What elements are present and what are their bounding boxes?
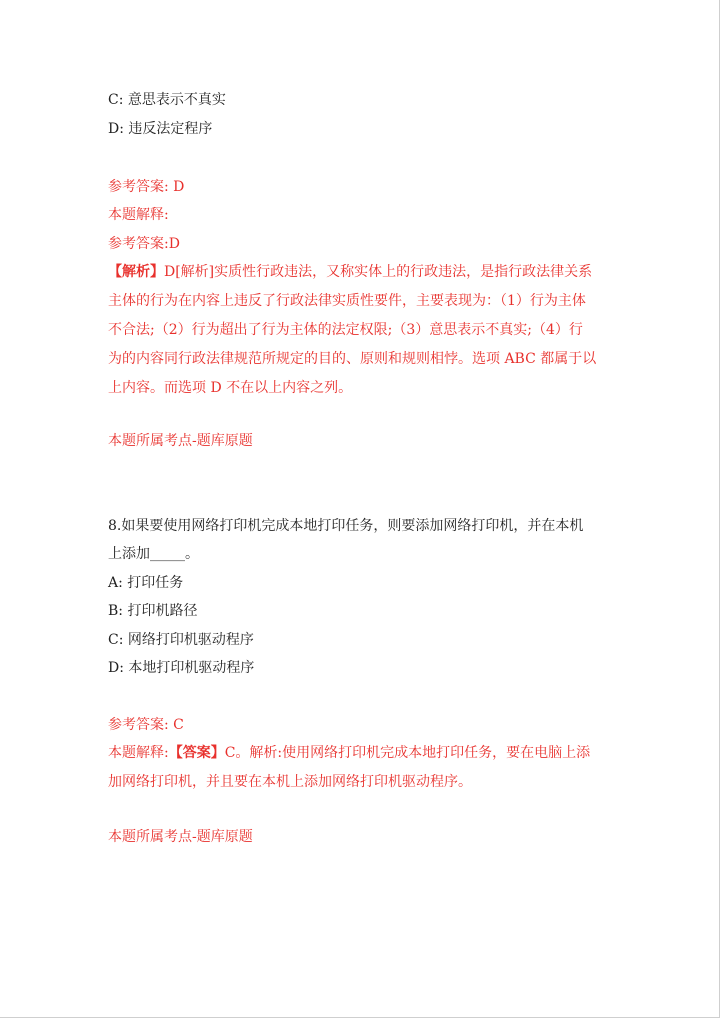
q7-analysis-tag: 【解析】 <box>108 264 164 280</box>
q7-answer-repeat: 参考答案:D <box>108 236 180 252</box>
q7-analysis-line: 上内容。而选项 D 不在以上内容之列。 <box>108 380 353 396</box>
q8-explain-label: 本题解释: <box>108 745 169 761</box>
q8-answer-tag: 【答案】 <box>168 745 225 761</box>
q7-analysis-line: 不合法;（2）行为超出了行为主体的法定权限;（3）意思表示不真实;（4）行 <box>108 322 583 338</box>
q7-option-c: C: 意思表示不真实 <box>108 92 226 108</box>
q8-option-b: B: 打印机路径 <box>108 603 198 619</box>
q7-analysis <box>108 258 613 403</box>
q8-answer: 参考答案: C <box>108 717 184 733</box>
q8-option-a: A: 打印任务 <box>108 575 184 591</box>
q7-analysis-line: 主体的行为在内容上违反了行政法律实质性要件，主要表现为：（1）行为主体 <box>108 293 586 309</box>
q7-option-d: D: 违反法定程序 <box>108 121 213 137</box>
q8-question-line-2: 上添加_____。 <box>108 546 199 562</box>
q7-source: 本题所属考点-题库原题 <box>108 433 253 449</box>
q8-option-c: C: 网络打印机驱动程序 <box>108 632 254 648</box>
q8-explanation-line: 加网络打印机，并且要在本机上添加网络打印机驱动程序。 <box>108 774 472 790</box>
q7-answer: 参考答案: D <box>108 179 185 195</box>
q7-analysis-line: 为的内容同行政法律规范所规定的目的、原则和规则相悖。选项 ABC 都属于以 <box>108 351 597 367</box>
q7-analysis-line: 【解析】D[解析]实质性行政违法，又称实体上的行政违法，是指行政法律关系 <box>108 264 593 280</box>
q7-explain-label: 本题解释: <box>108 207 169 223</box>
q8-source: 本题所属考点-题库原题 <box>108 829 253 845</box>
q8-question-line-1: 8.如果要使用网络打印机完成本地打印任务，则要添加网络打印机，并在本机 <box>108 518 584 534</box>
q8-explanation <box>108 739 613 797</box>
q8-option-d: D: 本地打印机驱动程序 <box>108 660 255 676</box>
q8-explanation-line: 本题解释:【答案】C。解析:使用网络打印机完成本地打印任务，要在电脑上添 <box>108 745 591 761</box>
